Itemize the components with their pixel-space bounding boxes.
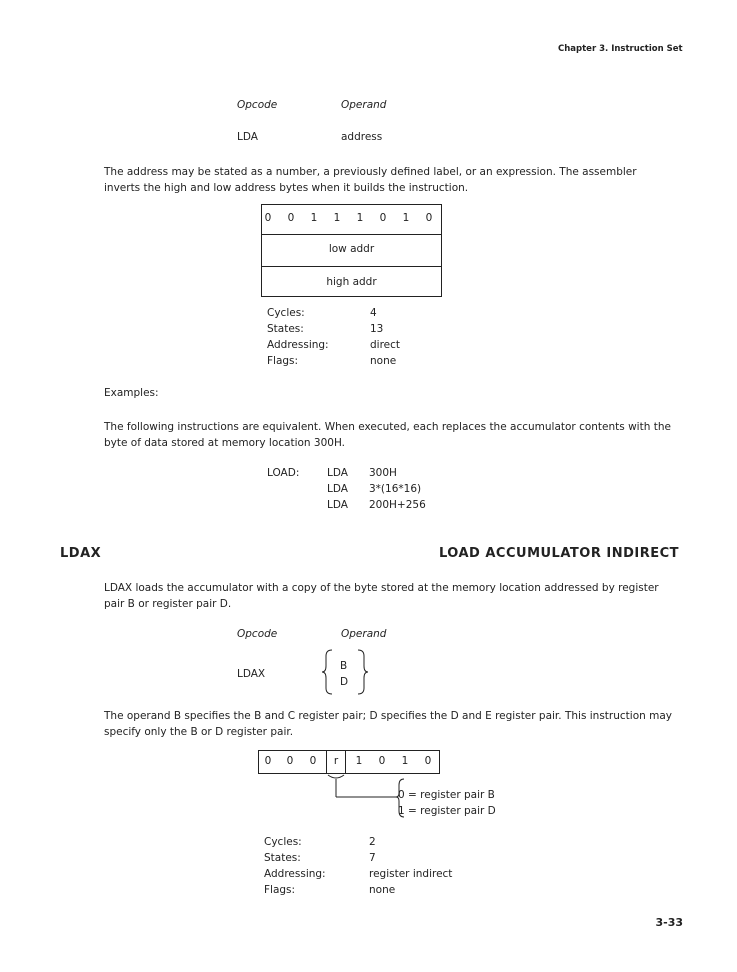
ldax-bit: 1 [401, 755, 409, 767]
ldax-operand-note: The operand B specifies the B and C register pair; D specifies the D and E register pair. This instruction may specify only the B or D register pair. [104, 710, 672, 738]
timing-label: Addressing: [264, 868, 326, 880]
lda-description: The address may be stated as a number, a previously defined label, or an expression. The assembler inverts the high and low address bytes when it builds the instruction. [104, 166, 637, 194]
code-op: LDA [327, 499, 348, 511]
lda-bit: 1 [356, 212, 364, 224]
lda-bit: 0 [287, 212, 295, 224]
legend-item: 0 = register pair B [398, 789, 495, 801]
timing-label: Addressing: [267, 339, 329, 351]
code-arg: 200H+256 [369, 499, 426, 511]
lda-operand: address [341, 131, 383, 143]
ldax-bit: 0 [309, 755, 317, 767]
examples-heading: Examples: [104, 387, 159, 399]
ldax-operand-label: Operand [341, 628, 387, 640]
timing-label: Flags: [267, 355, 299, 367]
code-arg: 3*(16*16) [369, 483, 422, 495]
timing-value: 2 [369, 836, 376, 848]
lda-bit: 0 [425, 212, 433, 224]
examples-text: The following instructions are equivalent. When executed, each replaces the accumulator contents with the byte of data stored at memory location 300H. [104, 421, 671, 449]
lda-opcode: LDA [237, 131, 258, 143]
lda-high-addr: high addr [326, 276, 377, 288]
ldax-opcode-label: Opcode [237, 628, 278, 640]
ldax-bit: 0 [286, 755, 294, 767]
operand-option: D [340, 676, 349, 688]
lda-low-addr: low addr [328, 243, 375, 255]
r-bit-connector-icon [320, 773, 410, 833]
timing-label: Cycles: [264, 836, 302, 848]
lda-operand-label: Operand [341, 99, 387, 111]
timing-value: direct [370, 339, 401, 351]
ldax-bit: 0 [264, 755, 272, 767]
page-number: 3-33 [655, 916, 683, 929]
legend-item: 1 = register pair D [398, 805, 496, 817]
ldax-bit: 0 [424, 755, 432, 767]
code-op: LDA [327, 483, 348, 495]
timing-value: none [370, 355, 397, 367]
timing-value: 4 [370, 307, 377, 319]
timing-value: 7 [369, 852, 376, 864]
timing-value: none [369, 884, 396, 896]
code-arg: 300H [369, 467, 397, 479]
timing-value: 13 [370, 323, 384, 335]
lda-opcode-label: Opcode [237, 99, 278, 111]
code-op: LDA [327, 467, 348, 479]
timing-label: Flags: [264, 884, 296, 896]
ldax-bit: 0 [378, 755, 386, 767]
timing-label: States: [267, 323, 304, 335]
code-label: LOAD: [267, 467, 300, 479]
lda-bit: 1 [402, 212, 410, 224]
operand-option: B [340, 660, 348, 672]
timing-value: register indirect [369, 868, 453, 880]
section-mnemonic: LDAX [60, 546, 102, 561]
operand-brace-icon [322, 648, 372, 696]
ldax-opcode: LDAX [237, 668, 266, 680]
timing-label: Cycles: [267, 307, 305, 319]
lda-bit: 0 [379, 212, 387, 224]
ldax-bit: 1 [355, 755, 363, 767]
chapter-header: Chapter 3. Instruction Set [558, 44, 683, 54]
ldax-bit: r [333, 755, 339, 767]
lda-bit: 1 [310, 212, 318, 224]
lda-bit: 0 [264, 212, 272, 224]
section-title: LOAD ACCUMULATOR INDIRECT [438, 546, 679, 561]
lda-bit: 1 [333, 212, 341, 224]
timing-label: States: [264, 852, 301, 864]
ldax-description: LDAX loads the accumulator with a copy of the byte stored at the memory location addressed by register pair B or register pair D. [104, 582, 659, 610]
